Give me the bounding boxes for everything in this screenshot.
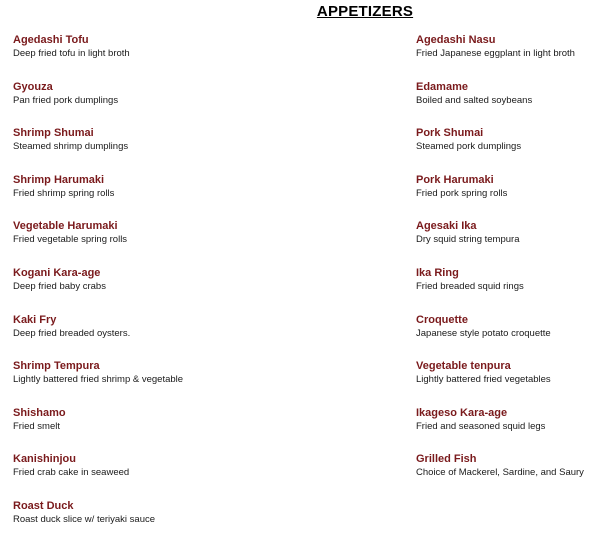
menu-item xyxy=(13,453,303,500)
menu-item xyxy=(13,360,303,407)
menu-item-description: Deep fried baby crabs xyxy=(13,280,106,292)
menu-item xyxy=(13,174,303,221)
menu-item-name: Vegetable Harumaki xyxy=(13,220,118,233)
menu-item-name: Edamame xyxy=(416,80,468,93)
menu-item-name: Agesaki Ika xyxy=(416,220,477,233)
menu-item xyxy=(13,500,303,547)
menu-column-left xyxy=(13,34,303,547)
menu-item-name: Kanishinjou xyxy=(13,453,76,466)
menu-item-name: Roast Duck xyxy=(13,499,74,512)
menu-item-name: Grilled Fish xyxy=(416,453,477,466)
menu-item-description: Fried pork spring rolls xyxy=(416,187,508,199)
menu-item xyxy=(416,81,600,128)
menu-item xyxy=(416,220,600,267)
menu-item-name: Ikageso Kara-age xyxy=(416,406,508,419)
menu-item-name: Shrimp Tempura xyxy=(13,360,100,373)
menu-item-name: Kogani Kara-age xyxy=(13,266,101,279)
menu-item-description: Boiled and salted soybeans xyxy=(416,94,533,106)
menu-item-name: Shrimp Harumaki xyxy=(13,173,105,186)
menu-item-name: Pork Harumaki xyxy=(416,173,494,186)
menu-item xyxy=(13,314,303,361)
menu-item-description: Fried crab cake in seaweed xyxy=(13,467,130,479)
menu-item-name: Kaki Fry xyxy=(13,313,57,326)
menu-item-name: Croquette xyxy=(416,313,468,326)
menu-item-description: Fried breaded squid rings xyxy=(416,280,524,292)
menu-column-right xyxy=(416,34,600,500)
menu-item xyxy=(416,174,600,221)
menu-item-description: Fried shrimp spring rolls xyxy=(13,187,115,199)
menu-item-description: Dry squid string tempura xyxy=(416,234,520,246)
menu-item-description: Deep fried breaded oysters. xyxy=(13,327,131,339)
menu-item xyxy=(416,360,600,407)
menu-item-description: Deep fried tofu in light broth xyxy=(13,48,130,59)
menu-item xyxy=(13,267,303,314)
menu-item-description: Steamed shrimp dumplings xyxy=(13,141,129,153)
menu-item-description: Japanese style potato croquette xyxy=(416,327,551,339)
menu-item-description: Choice of Mackerel, Sardine, and Saury xyxy=(416,467,584,479)
menu-item-description: Fried and seasoned squid legs xyxy=(416,420,546,432)
menu-item-description: Fried vegetable spring rolls xyxy=(13,234,128,246)
menu-item-name: Ika Ring xyxy=(416,266,459,279)
menu-item-name: Shrimp Shumai xyxy=(13,127,94,140)
menu-item xyxy=(13,127,303,174)
menu-item xyxy=(13,407,303,454)
menu-item xyxy=(416,34,600,81)
menu-item xyxy=(416,127,600,174)
menu-item-description: Fried smelt xyxy=(13,420,60,432)
menu-item-description: Lightly battered fried vegetables xyxy=(416,374,551,386)
menu-item xyxy=(416,407,600,454)
menu-item-description: Roast duck slice w/ teriyaki sauce xyxy=(13,513,156,525)
menu-item xyxy=(416,314,600,361)
menu-item-name: Pork Shumai xyxy=(416,127,484,140)
menu-item xyxy=(416,453,600,500)
menu-item-name: Agedashi Nasu xyxy=(416,34,496,46)
menu-item xyxy=(13,34,303,81)
menu-item-name: Vegetable tenpura xyxy=(416,360,511,373)
menu-item-name: Agedashi Tofu xyxy=(13,34,89,46)
menu-item xyxy=(416,267,600,314)
page-title: APPETIZERS xyxy=(316,3,414,20)
menu-item-name: Shishamo xyxy=(13,406,66,419)
menu-item-description: Steamed pork dumplings xyxy=(416,141,522,153)
menu-item xyxy=(13,81,303,128)
menu-item-name: Gyouza xyxy=(13,80,53,93)
menu-item-description: Pan fried pork dumplings xyxy=(13,94,119,106)
menu-item xyxy=(13,220,303,267)
menu-item-description: Fried Japanese eggplant in light broth xyxy=(416,48,575,59)
menu-item-description: Lightly battered fried shrimp & vegetable xyxy=(13,374,184,386)
